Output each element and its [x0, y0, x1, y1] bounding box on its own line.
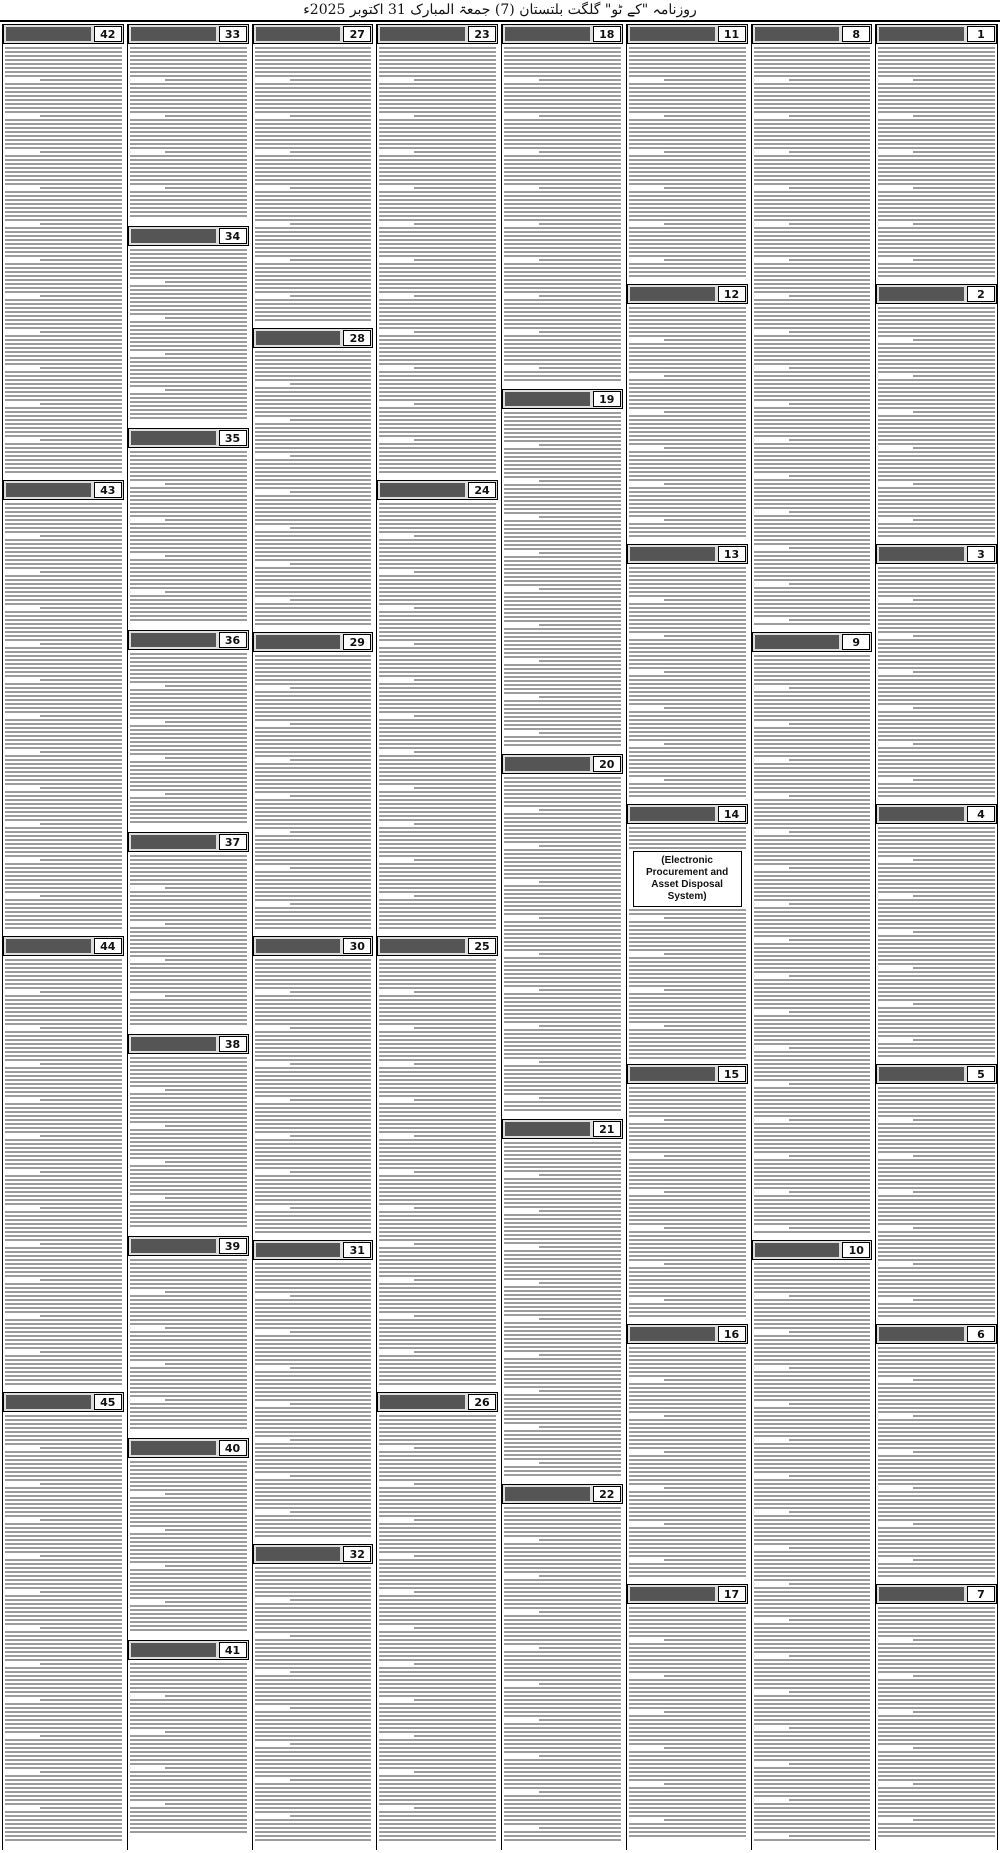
- news-body-text: [253, 1260, 374, 1540]
- news-label-graphic: [879, 1587, 964, 1601]
- news-label-graphic: [879, 547, 964, 561]
- news-item-header: [876, 24, 997, 44]
- news-body-text: [128, 1660, 249, 1836]
- news-item-header: [377, 1392, 498, 1412]
- masthead: روزنامہ "کے ٹو" گلگت بلتستان (7) جمعۃ المبارک 31 اکتوبر 2025ء: [0, 0, 1000, 22]
- news-label-graphic: [131, 27, 216, 41]
- news-body-text: [627, 824, 748, 1061]
- news-item: [128, 428, 249, 627]
- news-item-header: [502, 24, 623, 44]
- news-label-graphic: [505, 1487, 590, 1501]
- news-body-text: [128, 1458, 249, 1634]
- news-label-graphic: [131, 1441, 216, 1455]
- news-label-graphic: [505, 392, 590, 406]
- news-item-header: [752, 632, 873, 652]
- news-label-graphic: [380, 939, 465, 953]
- news-body-text: [128, 44, 249, 220]
- news-body-text: [3, 44, 124, 476]
- news-body-text: [253, 348, 374, 628]
- news-item: [377, 1392, 498, 1845]
- news-item-number: 16: [718, 1326, 746, 1342]
- news-item: [3, 24, 124, 477]
- news-item: [876, 804, 997, 1061]
- news-label-graphic: [505, 1122, 590, 1136]
- news-item-number: 33: [219, 26, 247, 42]
- news-item: [253, 936, 374, 1237]
- news-item-number: 27: [343, 26, 371, 42]
- news-item: [752, 24, 873, 629]
- news-item: [876, 1324, 997, 1581]
- news-item: [128, 24, 249, 223]
- news-body-text: [128, 852, 249, 1028]
- news-item: [627, 24, 748, 281]
- news-item-header: [128, 832, 249, 852]
- news-item: [502, 389, 623, 751]
- news-item-number: 35: [219, 430, 247, 446]
- news-body-text: [876, 304, 997, 540]
- news-item: [876, 24, 997, 281]
- news-item-header: [128, 630, 249, 650]
- news-item: [876, 544, 997, 801]
- news-body-text: [752, 652, 873, 1236]
- news-item-number: 42: [94, 26, 122, 42]
- news-item-header: [128, 226, 249, 246]
- news-item-number: 5: [967, 1066, 995, 1082]
- news-label-graphic: [505, 757, 590, 771]
- news-column: [626, 24, 748, 1850]
- news-item-number: 11: [718, 26, 746, 42]
- news-label-graphic: [256, 939, 341, 953]
- news-body-text: [502, 774, 623, 1114]
- news-column: [127, 24, 249, 1850]
- news-label-graphic: [630, 27, 715, 41]
- news-label-graphic: [630, 547, 715, 561]
- english-text-box: (Electronic Procurement and Asset Disposal System): [633, 851, 742, 907]
- news-label-graphic: [256, 27, 341, 41]
- news-item-number: 17: [718, 1586, 746, 1602]
- news-label-graphic: [6, 939, 91, 953]
- news-label-graphic: [505, 27, 590, 41]
- news-body-text: [128, 1256, 249, 1432]
- news-item-header: [502, 1119, 623, 1139]
- news-body-text: [502, 409, 623, 749]
- news-label-graphic: [630, 1067, 715, 1081]
- news-item: [627, 1064, 748, 1321]
- news-item-number: 10: [842, 1242, 870, 1258]
- news-label-graphic: [131, 835, 216, 849]
- news-body-text: [627, 1604, 748, 1840]
- news-item-number: 8: [842, 26, 870, 42]
- news-item-number: 1: [967, 26, 995, 42]
- news-item: [253, 632, 374, 933]
- news-item: [876, 284, 997, 541]
- news-item-number: 32: [343, 1546, 371, 1562]
- news-item-header: [377, 480, 498, 500]
- news-item-number: 43: [94, 482, 122, 498]
- news-label-graphic: [630, 1327, 715, 1341]
- news-item-number: 12: [718, 286, 746, 302]
- news-item: [627, 544, 748, 801]
- news-item-number: 14: [718, 806, 746, 822]
- news-item-header: [502, 389, 623, 409]
- news-item-header: [876, 804, 997, 824]
- news-label-graphic: [131, 431, 216, 445]
- news-item-header: [253, 24, 374, 44]
- news-column: [501, 24, 623, 1850]
- news-item: [3, 936, 124, 1389]
- news-label-graphic: [131, 633, 216, 647]
- news-item: [377, 480, 498, 933]
- news-label-graphic: [6, 27, 91, 41]
- news-item: [502, 754, 623, 1116]
- news-item-header: [128, 1034, 249, 1054]
- news-item: [253, 24, 374, 325]
- news-item-header: [253, 1240, 374, 1260]
- news-body-text: [627, 564, 748, 800]
- news-item-header: [253, 1544, 374, 1564]
- news-item-header: [627, 544, 748, 564]
- news-item-number: 26: [468, 1394, 496, 1410]
- news-body-text: [128, 246, 249, 422]
- news-body-text: [253, 44, 374, 324]
- news-body-text: [253, 956, 374, 1236]
- news-item-header: [377, 24, 498, 44]
- news-item: [377, 936, 498, 1389]
- news-body-text: [627, 1344, 748, 1580]
- news-label-graphic: [879, 1327, 964, 1341]
- news-item-number: 40: [219, 1440, 247, 1456]
- news-body-text: [128, 1054, 249, 1230]
- news-item-header: [3, 936, 124, 956]
- news-item: [128, 1438, 249, 1637]
- news-body-text: [377, 1412, 498, 1844]
- news-item-number: 45: [94, 1394, 122, 1410]
- news-item-header: [752, 1240, 873, 1260]
- news-label-graphic: [256, 1547, 341, 1561]
- news-item: [502, 1484, 623, 1846]
- news-item: [502, 24, 623, 386]
- news-item-number: 25: [468, 938, 496, 954]
- news-item: [752, 632, 873, 1237]
- news-item: [876, 1064, 997, 1321]
- news-body-text: [128, 650, 249, 826]
- news-body-text: [752, 44, 873, 628]
- news-label-graphic: [755, 1243, 840, 1257]
- news-label-graphic: [755, 27, 840, 41]
- news-item-number: 39: [219, 1238, 247, 1254]
- news-item-header: [876, 1324, 997, 1344]
- news-item-header: [876, 544, 997, 564]
- news-column: [751, 24, 873, 1850]
- news-item-header: [627, 1584, 748, 1604]
- news-body-text: [377, 44, 498, 476]
- news-item-header: [3, 1392, 124, 1412]
- news-label-graphic: [6, 1395, 91, 1409]
- news-body-text: [253, 1564, 374, 1844]
- news-body-text: [876, 1604, 997, 1840]
- news-label-graphic: [6, 483, 91, 497]
- news-body-text: [627, 44, 748, 280]
- news-body-text: [502, 1139, 623, 1479]
- news-item-header: [377, 936, 498, 956]
- news-label-graphic: [630, 1587, 715, 1601]
- news-item-header: [128, 24, 249, 44]
- news-body-text: [627, 1084, 748, 1320]
- news-label-graphic: [380, 1395, 465, 1409]
- news-label-graphic: [131, 1643, 216, 1657]
- news-item: [876, 1584, 997, 1841]
- news-item-number: 21: [593, 1121, 621, 1137]
- news-body-text: [627, 304, 748, 540]
- news-label-graphic: [256, 331, 341, 345]
- news-body-text: [876, 1344, 997, 1580]
- news-label-graphic: [256, 635, 341, 649]
- news-item-header: [253, 328, 374, 348]
- news-item-number: 38: [219, 1036, 247, 1052]
- news-item-number: 20: [593, 756, 621, 772]
- news-item-header: [502, 754, 623, 774]
- news-item-header: [502, 1484, 623, 1504]
- news-item-header: [876, 1064, 997, 1084]
- news-item: [253, 1544, 374, 1845]
- news-item-header: [752, 24, 873, 44]
- news-body-text: [3, 956, 124, 1388]
- news-body-text: [128, 448, 249, 624]
- news-item: [3, 1392, 124, 1845]
- news-item-header: [128, 1236, 249, 1256]
- news-item-header: [253, 936, 374, 956]
- news-item-header: [128, 1640, 249, 1660]
- news-item: [3, 480, 124, 933]
- news-body-text: [502, 44, 623, 384]
- news-item-number: 9: [842, 634, 870, 650]
- news-body-text: [876, 564, 997, 800]
- news-item: [128, 1640, 249, 1839]
- news-item-number: 31: [343, 1242, 371, 1258]
- news-item-number: 18: [593, 26, 621, 42]
- news-item-number: 22: [593, 1486, 621, 1502]
- news-page: [2, 24, 998, 1850]
- news-item-number: 30: [343, 938, 371, 954]
- news-item-number: 29: [343, 634, 371, 650]
- news-item-number: 19: [593, 391, 621, 407]
- news-item-number: 24: [468, 482, 496, 498]
- news-item-number: 37: [219, 834, 247, 850]
- news-item-header: [128, 428, 249, 448]
- news-item: [128, 1236, 249, 1435]
- news-body-text: [502, 1504, 623, 1844]
- news-item-number: 6: [967, 1326, 995, 1342]
- news-label-graphic: [380, 483, 465, 497]
- news-label-graphic: [879, 1067, 964, 1081]
- news-item-header: [3, 480, 124, 500]
- news-label-graphic: [256, 1243, 341, 1257]
- news-label-graphic: [131, 1239, 216, 1253]
- news-column: [2, 24, 124, 1850]
- news-item-header: [627, 284, 748, 304]
- news-item-header: [627, 1064, 748, 1084]
- news-item: [253, 328, 374, 629]
- news-column: [376, 24, 498, 1850]
- news-item-number: 36: [219, 632, 247, 648]
- news-item: [502, 1119, 623, 1481]
- news-body-text: [3, 1412, 124, 1844]
- news-item: [627, 804, 748, 1061]
- news-item-number: 28: [343, 330, 371, 346]
- news-item-header: [876, 1584, 997, 1604]
- news-label-graphic: [879, 27, 964, 41]
- news-item-number: 13: [718, 546, 746, 562]
- news-item: [752, 1240, 873, 1845]
- news-item-header: [253, 632, 374, 652]
- news-item-header: [627, 1324, 748, 1344]
- news-body-text: [876, 44, 997, 280]
- news-item-header: [876, 284, 997, 304]
- news-item: [627, 284, 748, 541]
- news-item-number: 3: [967, 546, 995, 562]
- news-body-text: [377, 956, 498, 1388]
- news-item: [128, 1034, 249, 1233]
- news-column: [875, 24, 998, 1850]
- news-column: [252, 24, 374, 1850]
- news-item-number: 44: [94, 938, 122, 954]
- news-item-number: 41: [219, 1642, 247, 1658]
- news-item: [128, 226, 249, 425]
- news-item-header: [3, 24, 124, 44]
- news-label-graphic: [879, 807, 964, 821]
- news-item: [627, 1324, 748, 1581]
- news-item-number: 4: [967, 806, 995, 822]
- news-label-graphic: [131, 1037, 216, 1051]
- news-item: [128, 832, 249, 1031]
- news-label-graphic: [131, 229, 216, 243]
- news-item-header: [627, 24, 748, 44]
- news-body-text: [253, 652, 374, 932]
- news-item-number: 34: [219, 228, 247, 244]
- news-label-graphic: [755, 635, 840, 649]
- news-item-number: 15: [718, 1066, 746, 1082]
- news-item: [253, 1240, 374, 1541]
- news-label-graphic: [879, 287, 964, 301]
- news-body-text: [3, 500, 124, 932]
- news-item-header: [627, 804, 748, 824]
- news-label-graphic: [380, 27, 465, 41]
- news-label-graphic: [630, 807, 715, 821]
- news-item-header: [128, 1438, 249, 1458]
- news-body-text: [752, 1260, 873, 1844]
- news-item-number: 23: [468, 26, 496, 42]
- news-body-text: [377, 500, 498, 932]
- news-body-text: [876, 824, 997, 1060]
- news-item-number: 7: [967, 1586, 995, 1602]
- news-item: [128, 630, 249, 829]
- news-label-graphic: [630, 287, 715, 301]
- news-body-text: [876, 1084, 997, 1320]
- news-item: [377, 24, 498, 477]
- news-item: [627, 1584, 748, 1841]
- news-item-number: 2: [967, 286, 995, 302]
